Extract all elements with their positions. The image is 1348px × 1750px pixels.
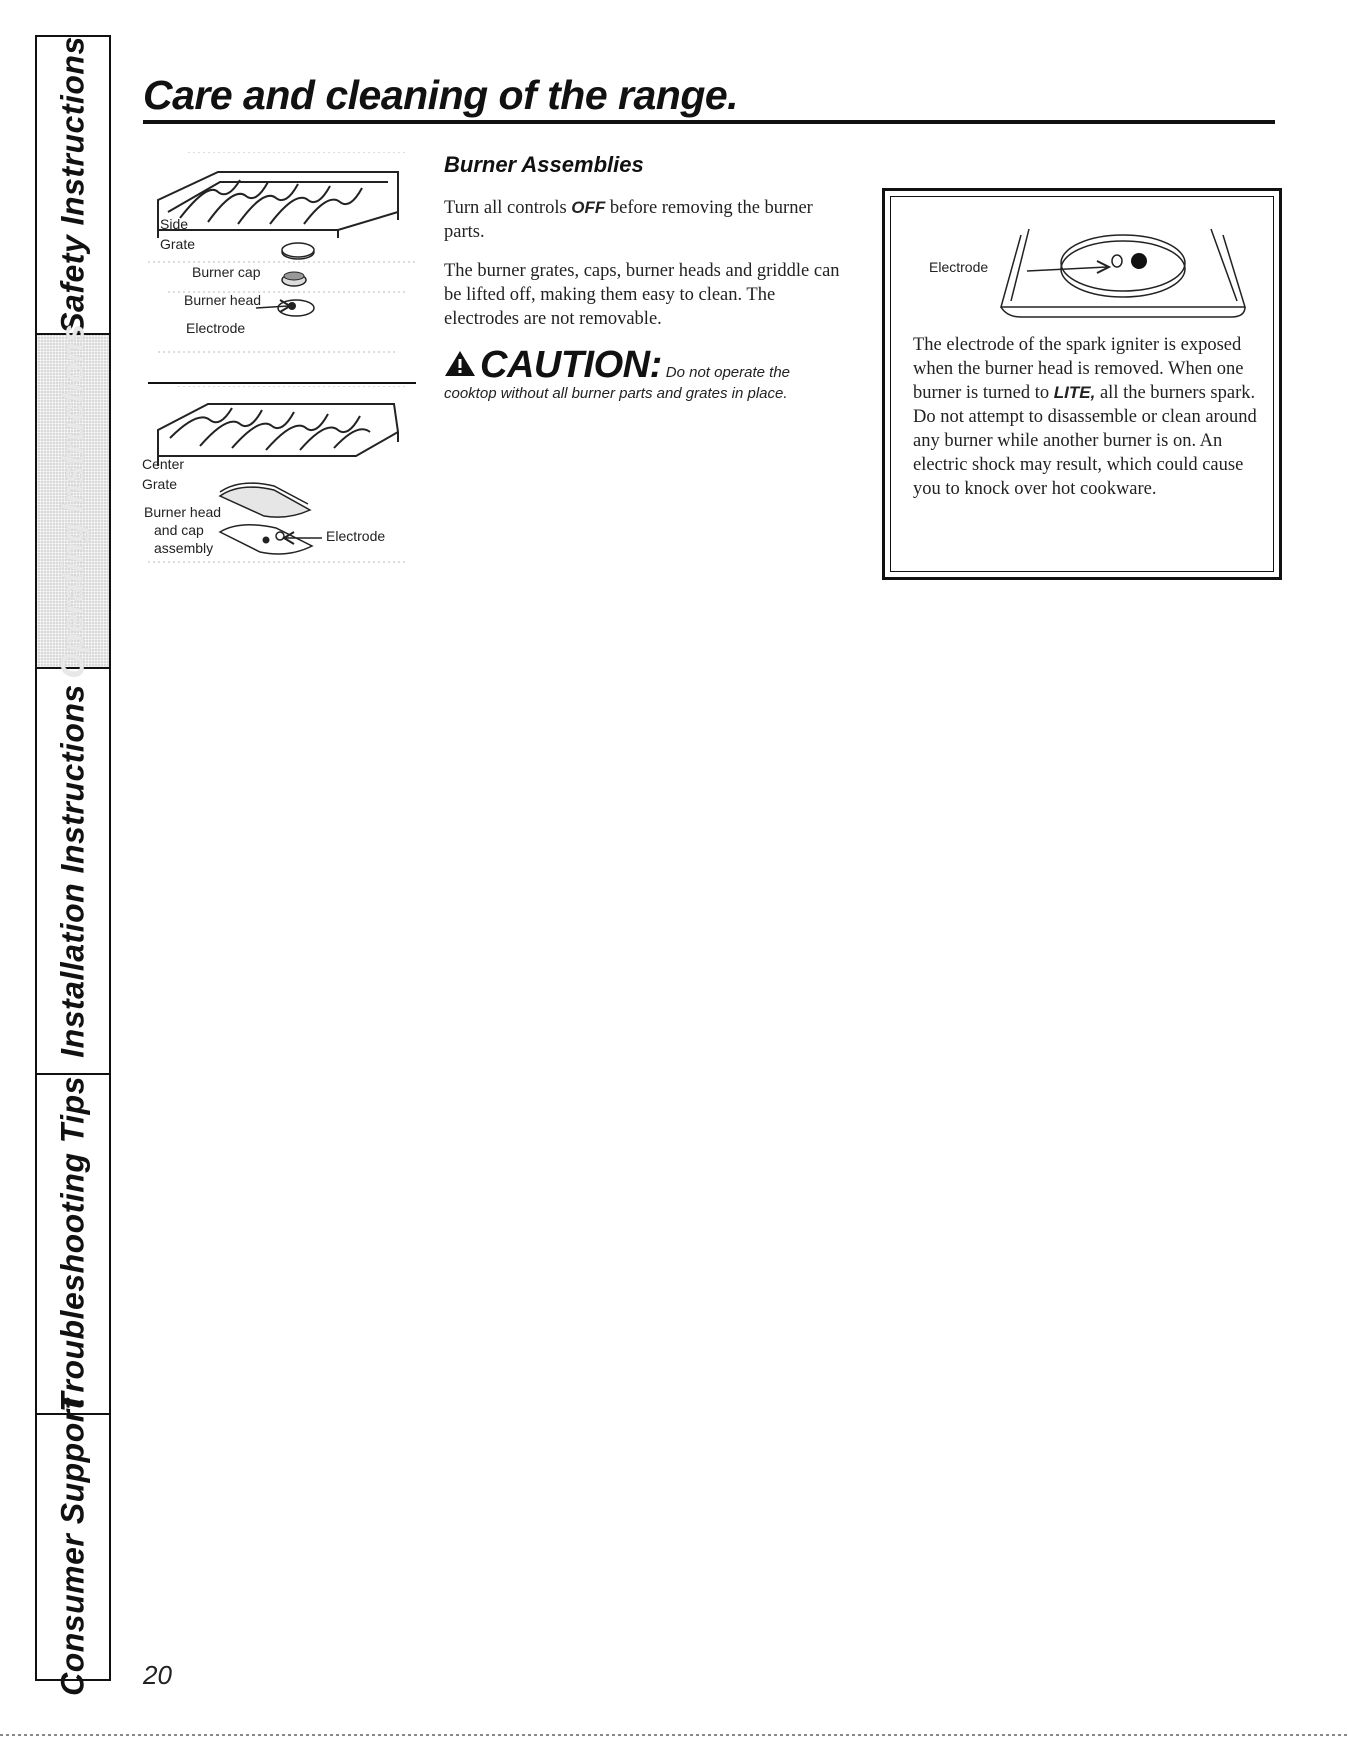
side-burner-illustration <box>148 152 416 374</box>
lite-keyword: LITE, <box>1053 383 1096 402</box>
tab-label: Safety Instructions <box>54 36 91 334</box>
section-heading: Burner Assemblies <box>444 152 644 177</box>
tab-installation-instructions[interactable] <box>37 669 109 1075</box>
callout-electrode: Electrode <box>186 320 246 336</box>
page-title: Care and cleaning of the range. <box>143 72 739 118</box>
figure-divider <box>148 382 416 384</box>
caution-notice <box>444 344 864 402</box>
callout-burner-head: Burner head <box>144 504 222 520</box>
section-tab-bar <box>35 35 111 1696</box>
electrode-note-box <box>882 188 1282 580</box>
tab-label: Installation Instructions <box>54 684 91 1058</box>
callout-and-cap: and cap <box>154 522 204 538</box>
text: Turn all controls <box>444 198 572 218</box>
instruction-paragraph-1 <box>444 196 850 244</box>
callout-grate: Grate <box>142 476 178 492</box>
tab-operating-instructions[interactable] <box>37 323 109 679</box>
caution-heading: CAUTION: <box>480 344 662 386</box>
callout-electrode: Electrode <box>326 528 386 544</box>
callout-center: Center <box>142 456 185 472</box>
tab-label: Operating Instructions <box>54 323 91 679</box>
bottom-rule <box>0 1734 1348 1736</box>
tab-safety-instructions[interactable] <box>37 37 109 335</box>
tab-label: Consumer Support <box>54 1398 91 1696</box>
callout-side: Side <box>160 216 189 232</box>
tab-troubleshooting-tips[interactable] <box>37 1075 109 1415</box>
note-text <box>913 333 1265 501</box>
callout-grate: Grate <box>160 236 196 252</box>
off-keyword: OFF <box>571 198 606 217</box>
instruction-paragraph-2: The burner grates, caps, burner heads and griddle can be lifted off, making them easy to clean. The electrodes are not removable. <box>444 261 840 329</box>
tab-label: Troubleshooting Tips <box>54 1076 91 1412</box>
text: before removing the burner parts. <box>444 198 813 242</box>
callout-burner-head: Burner head <box>184 292 262 308</box>
warning-icon <box>444 349 476 377</box>
side-grate-drawing <box>148 152 416 374</box>
text: The electrode of the spark igniter is exposed when the burner head is removed. When one burner is turned to <box>913 335 1244 403</box>
caution-text-line2: cooktop without all burner parts and grates in place. <box>444 385 788 402</box>
note-inner-frame <box>890 196 1274 572</box>
text: all the burners spark. Do not attempt to disassemble or clean around any burner while another burner is on. An electric shock may result, which could cause you to knock over hot cookware. <box>913 383 1257 499</box>
callout-assembly: assembly <box>154 540 214 556</box>
title-rule <box>143 120 1275 124</box>
caution-text-line1: Do not operate the <box>665 364 791 381</box>
page-number: 20 <box>143 1660 172 1690</box>
callout-electrode: Electrode <box>929 259 989 275</box>
center-burner-illustration <box>142 386 416 570</box>
callout-burner-cap: Burner cap <box>192 264 261 280</box>
tab-consumer-support[interactable] <box>37 1398 109 1696</box>
